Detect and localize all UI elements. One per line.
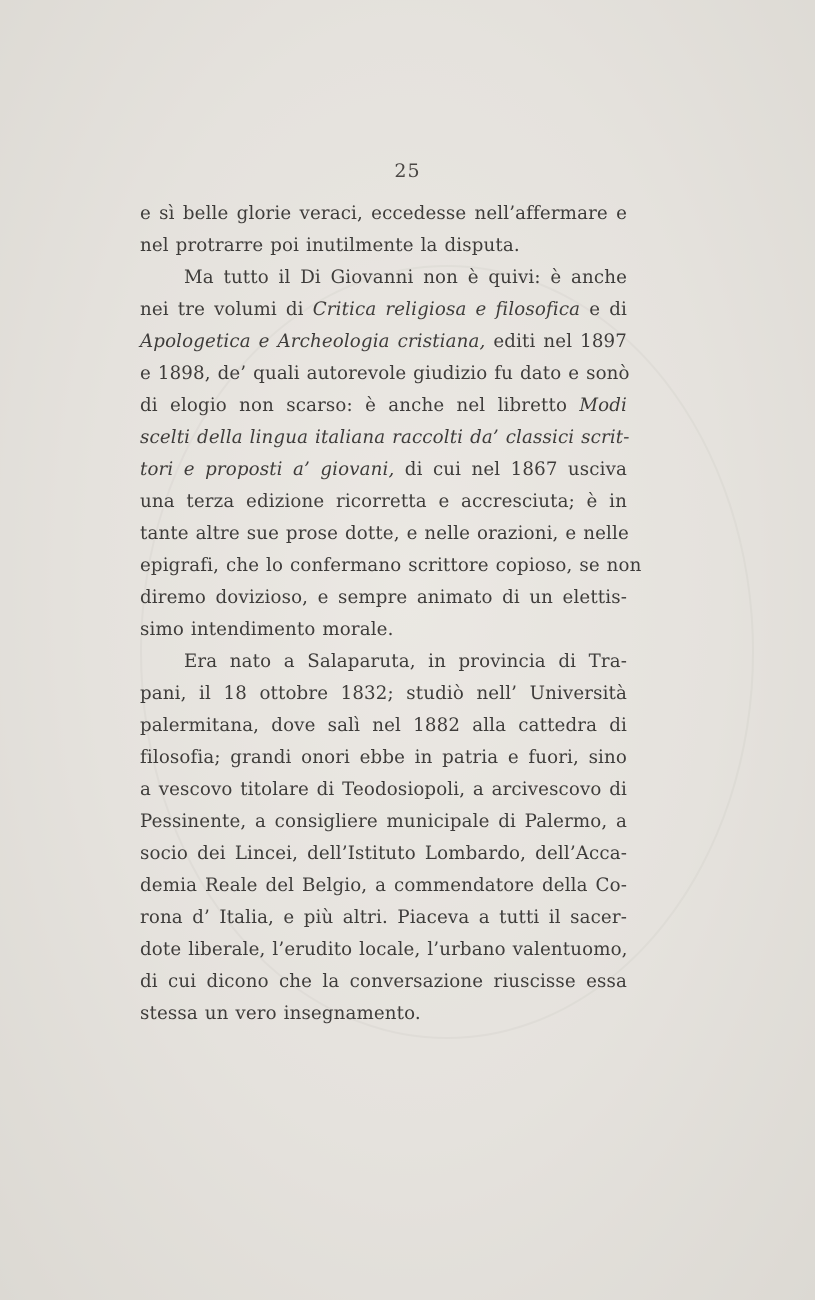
text-line (140, 838, 627, 870)
text-line (140, 390, 627, 422)
text-segment: di cui nel 1867 usciva (394, 459, 628, 480)
italic-title-text: tori e proposti a’ giovani, (140, 459, 395, 480)
text-line (140, 198, 627, 230)
body-text (140, 198, 642, 1030)
text-segment: filosofia; grandi onori ebbe in patria e fuori, sino (140, 747, 627, 768)
text-segment: stessa un vero insegnamento. (140, 1003, 421, 1024)
text-segment: pani, il 18 ottobre 1832; studiò nell’ Università (140, 683, 627, 704)
text-line (140, 262, 627, 294)
text-line (140, 710, 627, 742)
text-segment: epigrafi, che lo confermano scrittore copioso, se non (140, 555, 642, 576)
text-segment: e 1898, de’ quali autorevole giudizio fu dato e sonò (140, 363, 630, 384)
text-segment: palermitana, dove salì nel 1882 alla cattedra di (140, 715, 627, 736)
text-segment: Ma tutto il Di Giovanni non è quivi: è anche (184, 267, 627, 288)
text-segment: tante altre sue prose dotte, e nelle orazioni, e nelle (140, 523, 629, 544)
text-line (140, 454, 627, 486)
text-line (140, 870, 627, 902)
italic-title-text: Apologetica e Archeologia cristiana, (140, 331, 486, 352)
text-segment: dote liberale, l’erudito locale, l’urbano valentuomo, (140, 939, 628, 960)
text-line (140, 550, 642, 582)
text-line (140, 806, 627, 838)
text-segment: e sì belle glorie veraci, eccedesse nell’affermare e (140, 203, 627, 224)
text-segment: e di (580, 299, 627, 320)
text-line (140, 614, 627, 646)
page-number: 25 (394, 160, 421, 182)
text-line (140, 998, 627, 1030)
text-segment: una terza edizione ricorretta e accresciuta; è in (140, 491, 627, 512)
text-line (140, 934, 627, 966)
italic-title-text: Critica religiosa e filosofica (312, 299, 581, 320)
text-line (140, 326, 627, 358)
text-segment: nei tre volumi di (140, 299, 313, 320)
text-line (140, 230, 627, 262)
text-segment: rona d’ Italia, e più altri. Piaceva a tutti il sacer- (140, 907, 627, 928)
text-segment: nel protrarre poi inutilmente la disputa. (140, 235, 520, 256)
text-segment: di elogio non scarso: è anche nel libretto (140, 395, 580, 416)
italic-title-text: scelti della lingua italiana raccolti da’ classici scrit- (140, 427, 630, 448)
text-segment: diremo dovizioso, e sempre animato di un elettis- (140, 587, 627, 608)
text-segment: demia Reale del Belgio, a commendatore della Co- (140, 875, 627, 896)
text-line (140, 294, 627, 326)
text-line (140, 422, 630, 454)
text-line (140, 902, 627, 934)
text-line (140, 966, 627, 998)
text-line (140, 646, 627, 678)
text-segment: di cui dicono che la conversazione riuscisse essa (140, 971, 627, 992)
text-line (140, 582, 627, 614)
text-line (140, 486, 627, 518)
text-line (140, 678, 627, 710)
text-segment: simo intendimento morale. (140, 619, 394, 640)
text-line (140, 358, 630, 390)
text-segment: editi nel 1897 (485, 331, 627, 352)
text-segment: Pessinente, a consigliere municipale di Palermo, a (140, 811, 627, 832)
text-line (140, 518, 627, 550)
text-segment: Era nato a Salaparuta, in provincia di Tra- (184, 651, 627, 672)
italic-title-text: Modi (579, 395, 627, 416)
text-segment: a vescovo titolare di Teodosiopoli, a arcivescovo di (140, 779, 627, 800)
text-line (140, 742, 627, 774)
text-segment: socio dei Lincei, dell’Istituto Lombardo, dell’Acca- (140, 843, 627, 864)
text-line (140, 774, 627, 806)
